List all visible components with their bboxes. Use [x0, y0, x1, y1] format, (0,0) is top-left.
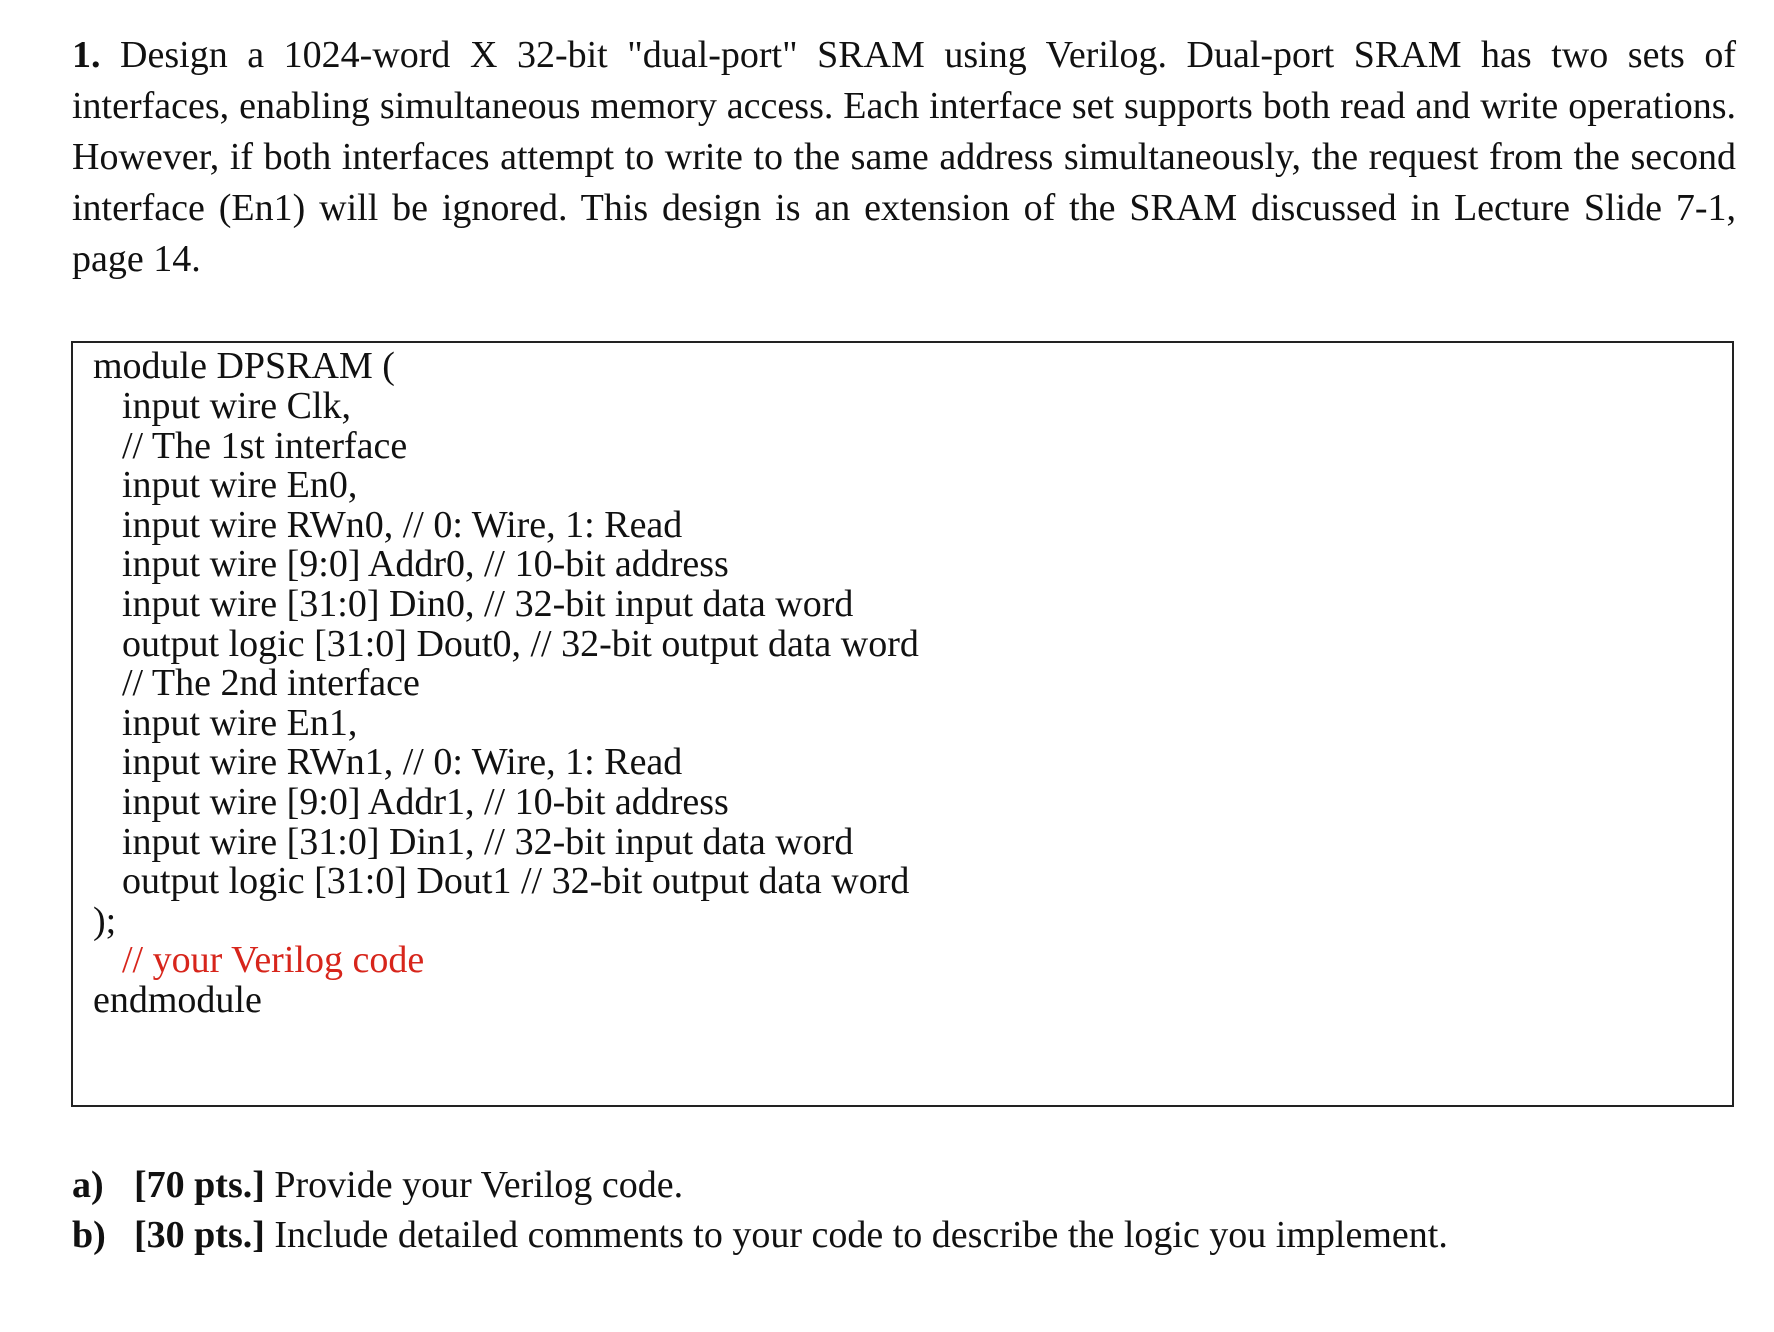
code-line-addr0: input wire [9:0] Addr0, // 10-bit address — [122, 543, 729, 585]
problem-number: 1. — [72, 34, 101, 76]
code-line-rwn0: input wire RWn0, // 0: Wire, 1: Read — [122, 504, 683, 546]
code-line-close-paren: ); — [93, 900, 117, 942]
code-line-en1: input wire En1, — [122, 702, 358, 744]
code-line-dout1: output logic [31:0] Dout1 // 32-bit output data word — [122, 860, 910, 902]
question-a-text: Provide your Verilog code. — [274, 1164, 684, 1206]
question-b-letter: b) — [72, 1214, 106, 1256]
question-a-points: [70 pts.] — [134, 1164, 265, 1206]
problem-text: Design a 1024-word X 32-bit "dual-port" SRAM using Verilog. Dual-port SRAM has two sets of interfaces, enabling simultaneous memory access. Each interface set supports both read and write operations. However, if both interfaces attempt to write to the same address simultaneously, the request from the second interface (En1) will be ignored. This design is an extension of the SRAM discussed in Lecture Slide 7-1, page 14. — [72, 34, 1736, 280]
problem-statement — [72, 30, 1736, 285]
code-line-din1: input wire [31:0] Din1, // 32-bit input data word — [122, 821, 854, 863]
code-line-dout0: output logic [31:0] Dout0, // 32-bit output data word — [122, 623, 919, 665]
question-b-points: [30 pts.] — [134, 1214, 265, 1256]
code-line-addr1: input wire [9:0] Addr1, // 10-bit address — [122, 781, 729, 823]
code-line-your-code: // your Verilog code — [122, 939, 425, 981]
question-b-text: Include detailed comments to your code to describe the logic you implement. — [274, 1214, 1448, 1256]
question-b — [72, 1210, 1448, 1260]
question-a — [72, 1160, 1448, 1210]
code-line-clk: input wire Clk, — [122, 385, 352, 427]
question-a-letter: a) — [72, 1164, 104, 1206]
code-line-comment-2nd: // The 2nd interface — [122, 662, 420, 704]
code-line-module: module DPSRAM ( — [93, 345, 395, 387]
code-box — [71, 341, 1734, 1107]
code-line-endmodule: endmodule — [93, 979, 262, 1021]
code-line-comment-1st: // The 1st interface — [122, 425, 408, 467]
code-line-rwn1: input wire RWn1, // 0: Wire, 1: Read — [122, 741, 683, 783]
code-line-en0: input wire En0, — [122, 464, 358, 506]
question-list — [72, 1160, 1448, 1260]
code-line-din0: input wire [31:0] Din0, // 32-bit input data word — [122, 583, 854, 625]
